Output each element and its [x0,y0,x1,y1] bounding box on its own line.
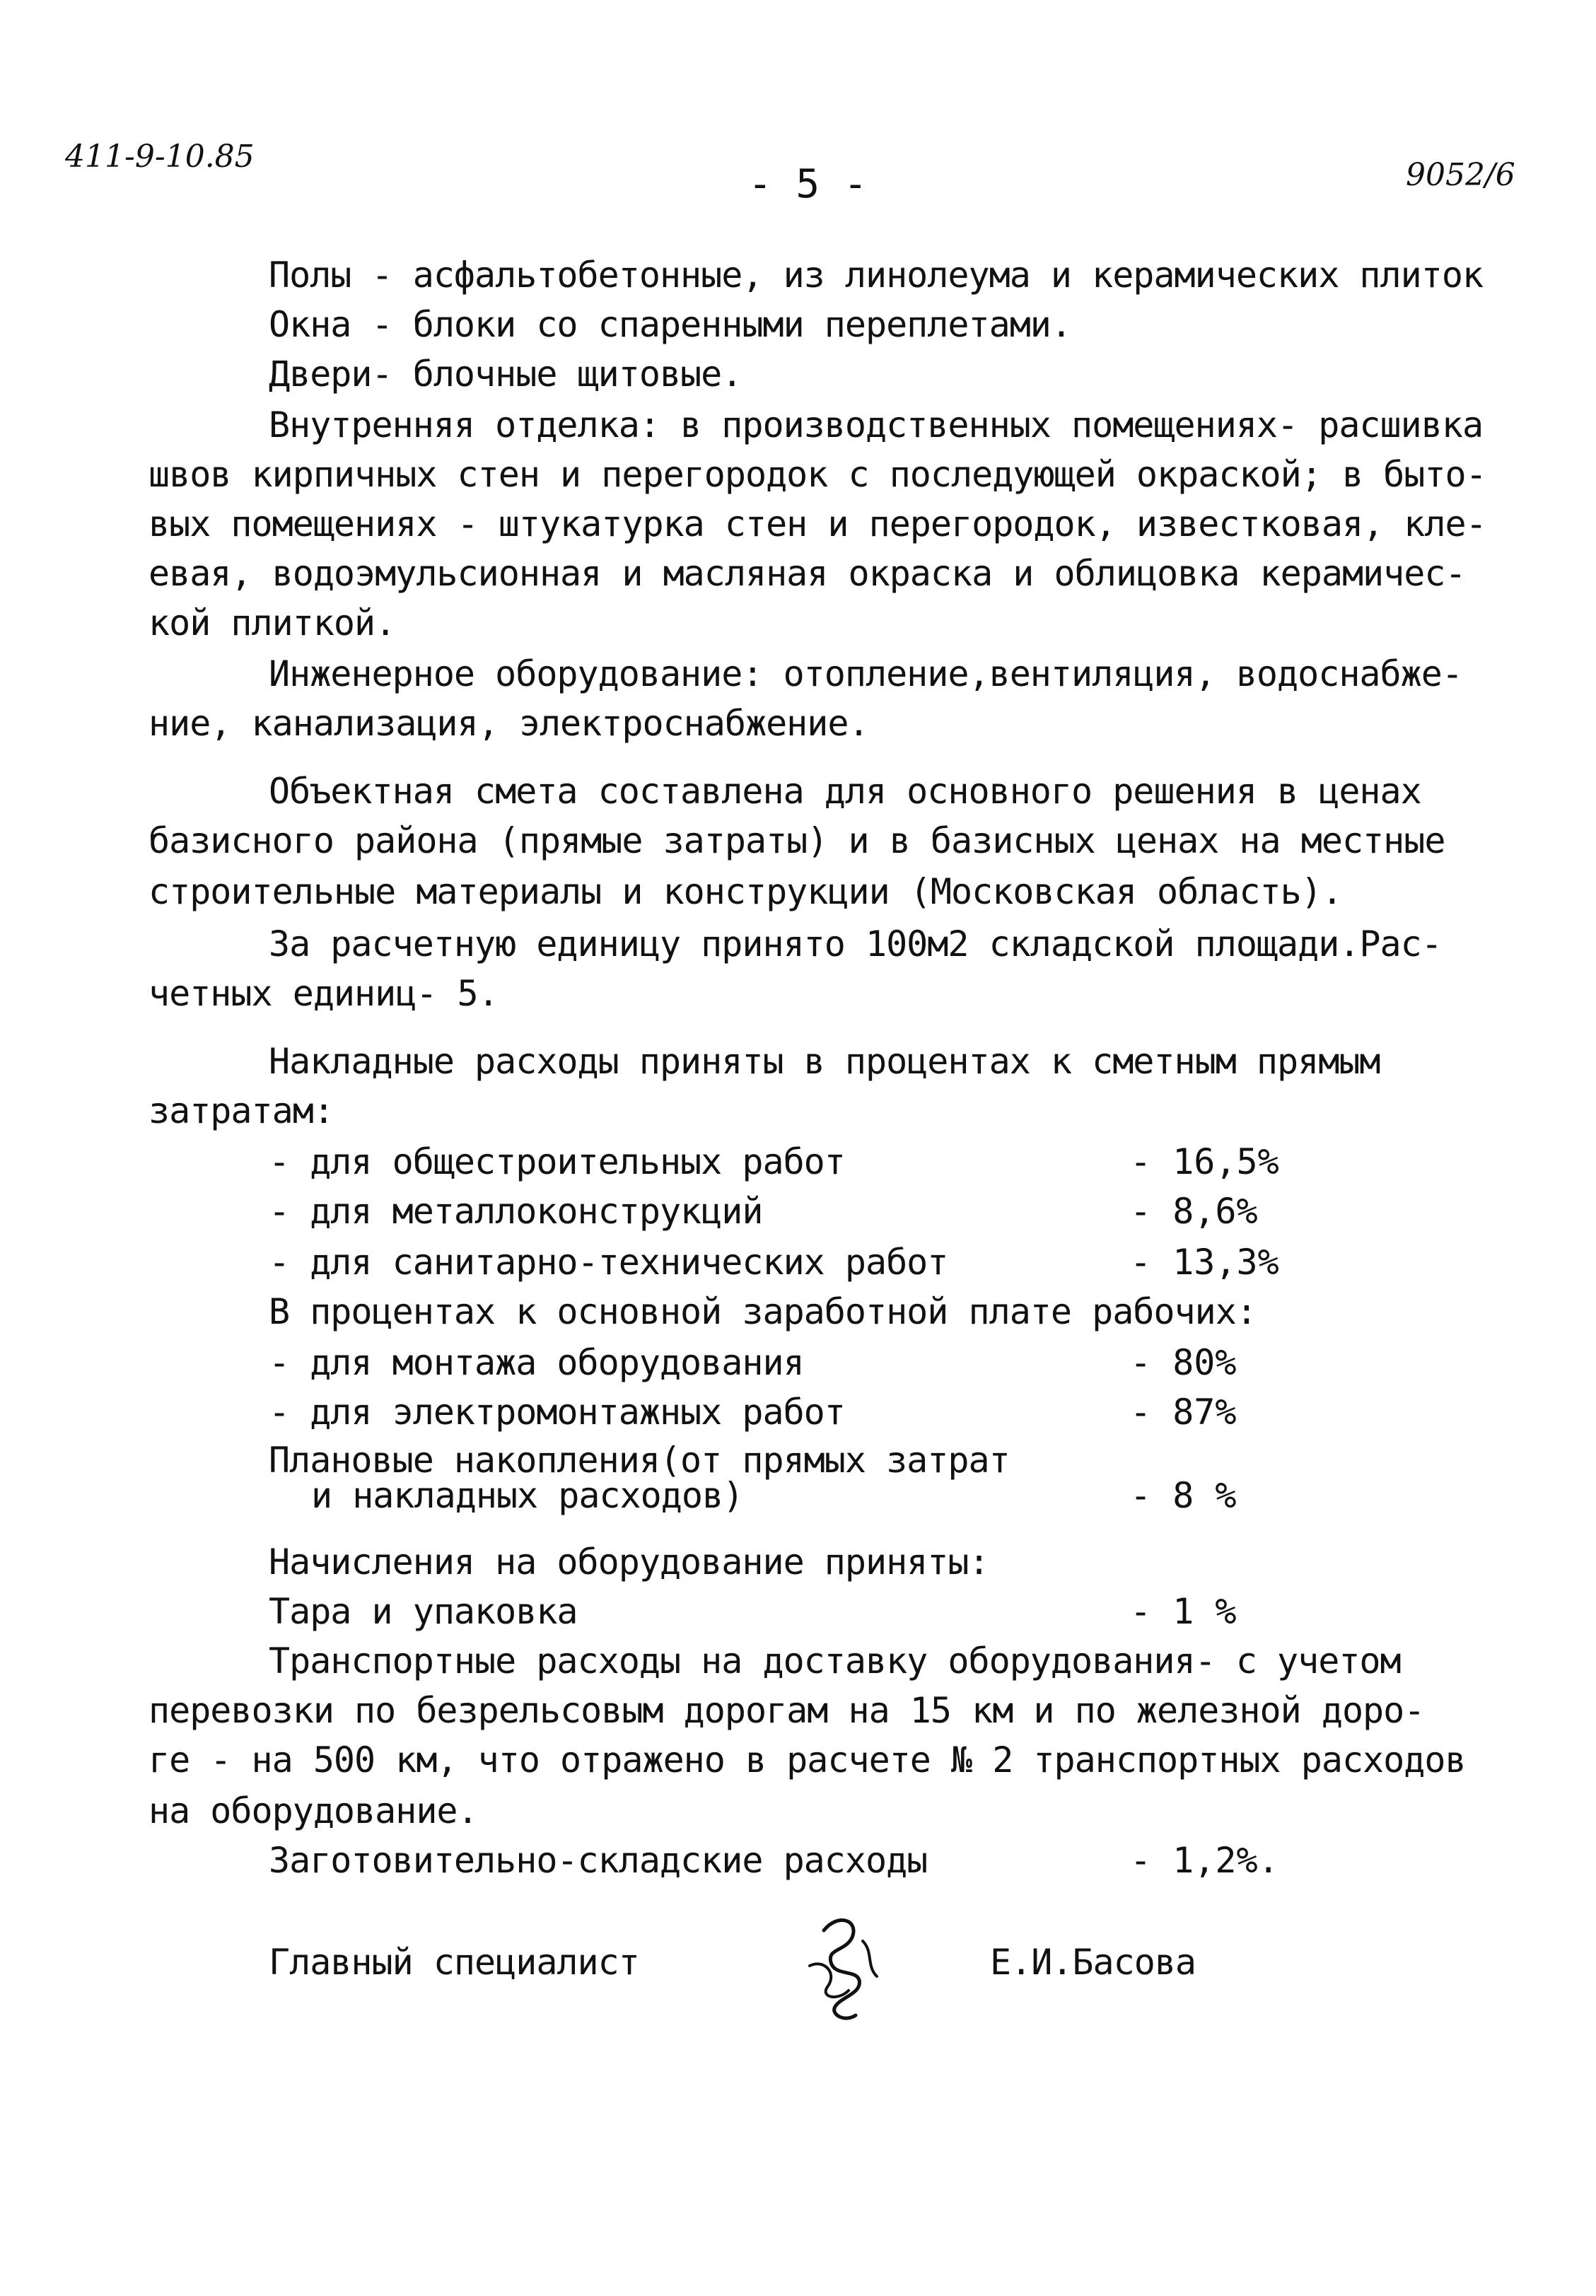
handwritten-signature [796,1909,887,2029]
planned-label: и накладных расходов) [311,1475,744,1516]
text-line: затратам: [148,1090,334,1131]
text-line: Начисления на оборудование приняты: [269,1542,989,1583]
storage-value: - 1,2%. [1130,1840,1279,1881]
text-line: Транспортные расходы на доставку оборудования- с учетом [269,1641,1401,1682]
text-line: базисного района (прямые затраты) и в базисных ценах на местные [148,820,1445,861]
wage-item-value: - 87% [1130,1392,1237,1433]
wage-item-value: - 80% [1130,1342,1237,1383]
text-line: Двери- блочные щитовые. [269,354,742,395]
overhead-item-value: - 13,3% [1130,1242,1279,1283]
overhead-item-label: - для общестроительных работ [269,1141,845,1182]
storage-label: Заготовительно-складские расходы [269,1840,928,1881]
packaging-label: Тара и упаковка [269,1591,578,1632]
text-line: швов кирпичных стен и перегородок с последующей окраской; в быто- [148,454,1486,495]
text-line: Окна - блоки со спаренными переплетами. [269,304,1071,345]
overhead-item-label: - для металлоконструкций [269,1191,763,1232]
text-line: За расчетную единицу принято 100м2 складской площади.Рас- [269,923,1442,965]
wage-item-label: - для монтажа оборудования [269,1342,804,1383]
text-line: вых помещениях - штукатурка стен и перегородок, известковая, кле- [148,503,1486,544]
planned-label: Плановые накопления(от прямых затрат [269,1440,1010,1481]
page-number: - 5 - [748,161,868,207]
text-line: Внутренняя отделка: в производственных помещениях- расшивка [269,404,1484,445]
text-line: Полы - асфальтобетонные, из линолеума и керамических плиток [269,255,1484,296]
text-line: четных единиц- 5. [148,973,499,1014]
text-line: на оборудование. [148,1790,478,1831]
text-line: Инженерное оборудование: отопление,вентиляция, водоснабже- [269,653,1462,694]
text-line: В процентах к основной заработной плате рабочих: [269,1291,1257,1332]
packaging-value: - 1 % [1130,1591,1237,1632]
wage-item-label: - для электромонтажных работ [269,1392,845,1433]
signatory-position: Главный специалист [269,1942,639,1983]
text-line: строительные материалы и конструкции (Московская область). [148,871,1342,912]
overhead-item-value: - 8,6% [1130,1191,1258,1232]
text-line: ге - на 500 км, что отражено в расчете № 2 транспортных расходов [148,1740,1466,1781]
text-line: евая, водоэмульсионная и масляная окраска и облицовка керамичес- [148,553,1466,594]
document-code: 411-9-10.85 [65,139,255,175]
text-line: Накладные расходы приняты в процентах к сметным прямым [269,1041,1380,1082]
overhead-item-label: - для санитарно-технических работ [269,1242,948,1283]
planned-value: - 8 % [1130,1475,1237,1516]
text-line: кой плиткой. [148,602,396,643]
signatory-name: Е.И.Басова [990,1942,1196,1983]
sheet-code: 9052/6 [1406,157,1515,193]
text-line: ние, канализация, электроснабжение. [148,703,869,744]
text-line: перевозки по безрельсовым дорогам на 15 км и по железной доро- [148,1690,1425,1731]
text-line: Объектная смета составлена для основного решения в ценах [269,771,1421,812]
overhead-item-value: - 16,5% [1130,1141,1279,1182]
